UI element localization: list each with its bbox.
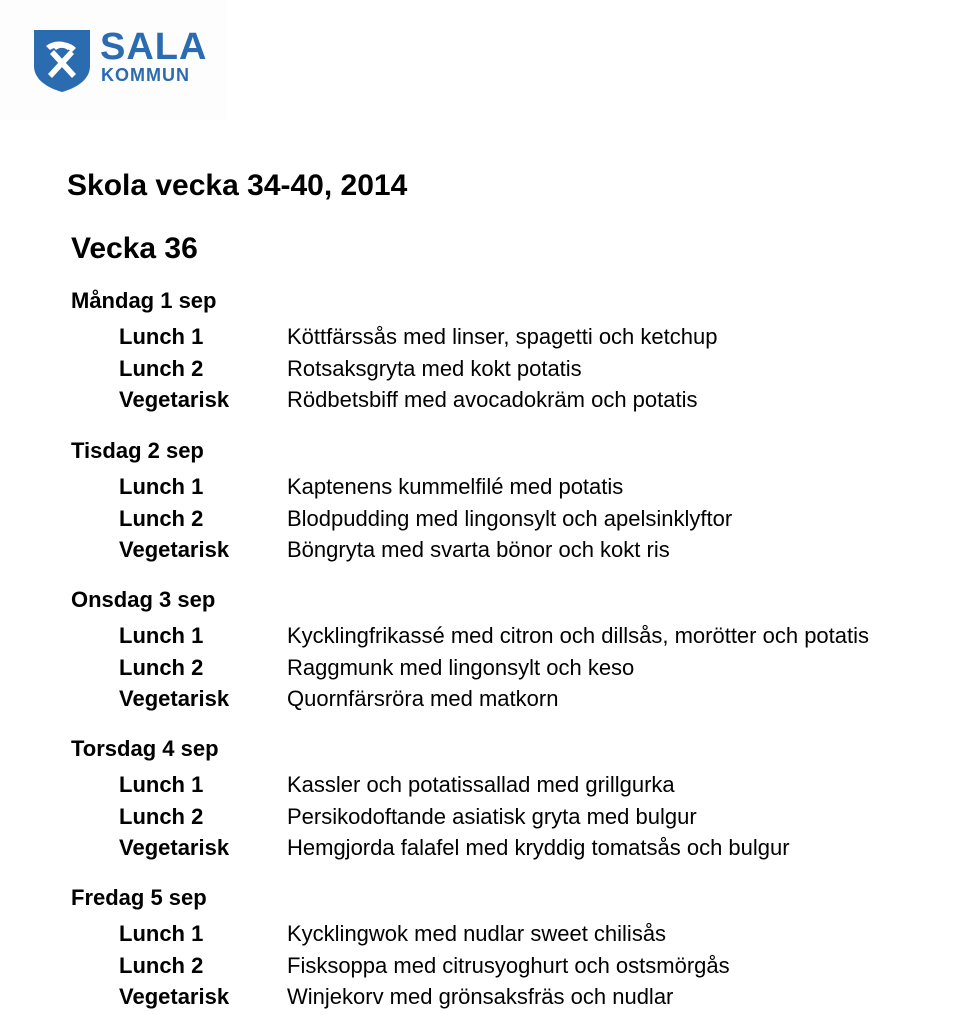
- week-title: Vecka 36: [71, 232, 198, 265]
- logo: [0, 0, 226, 120]
- day-section: [71, 735, 960, 866]
- meal-label: Vegetarisk: [119, 686, 230, 711]
- meal-label: Lunch 2: [119, 505, 204, 531]
- meal-dish: Winjekorv med grönsaksfräs och nudlar: [287, 984, 674, 1009]
- meal-row: [71, 771, 960, 803]
- meal-label: Lunch 1: [119, 921, 204, 946]
- meal-label: Lunch 1: [119, 772, 204, 797]
- meal-row: [71, 654, 960, 686]
- meal-row: [71, 834, 960, 866]
- meal-row: [71, 952, 960, 984]
- page-title: Skola vecka 34-40, 2014: [67, 169, 408, 202]
- meal-label: Vegetarisk: [119, 984, 230, 1009]
- meal-label: Lunch 2: [119, 654, 204, 680]
- meal-label: Lunch 1: [119, 623, 204, 648]
- meal-label: Vegetarisk: [119, 537, 230, 562]
- meal-dish: Blodpudding med lingonsylt och apelsinklyftor: [287, 505, 733, 531]
- meal-dish: Kycklingwok med nudlar sweet chilisås: [287, 921, 667, 946]
- meal-label: Lunch 1: [119, 324, 204, 349]
- day-title: Onsdag 3 sep: [71, 587, 216, 612]
- meal-dish: Rotsaksgryta med kokt potatis: [287, 355, 582, 381]
- meal-dish: Hemgjorda falafel med kryddig tomatsås och bulgur: [287, 835, 790, 860]
- meal-dish: Kassler och potatissallad med grillgurka: [287, 772, 675, 797]
- meal-dish: Persikodoftande asiatisk gryta med bulgur: [287, 803, 697, 829]
- day-title: Tisdag 2 sep: [71, 438, 204, 463]
- meal-label: Lunch 2: [119, 355, 204, 381]
- meal-dish: Raggmunk med lingonsylt och keso: [287, 654, 635, 680]
- meal-row: [71, 920, 960, 952]
- day-section: [71, 437, 960, 568]
- meal-row: [71, 622, 960, 654]
- meal-row: [71, 473, 960, 505]
- day-section: [71, 287, 960, 418]
- meal-label: Lunch 2: [119, 952, 204, 978]
- meal-dish: Rödbetsbiff med avocadokräm och potatis: [287, 387, 698, 412]
- meal-dish: Köttfärssås med linser, spagetti och ketchup: [287, 324, 718, 349]
- meal-label: Lunch 2: [119, 803, 204, 829]
- meal-row: [71, 685, 960, 717]
- meal-label: Vegetarisk: [119, 835, 230, 860]
- day-section: [71, 884, 960, 1015]
- sala-kommun-shield-icon: [30, 26, 94, 94]
- meal-dish: Quornfärsröra med matkorn: [287, 686, 559, 711]
- day-title: Torsdag 4 sep: [71, 736, 219, 761]
- meal-dish: Kaptenens kummelfilé med potatis: [287, 474, 624, 499]
- logo-sub: KOMMUN: [101, 65, 190, 85]
- day-section: [71, 586, 960, 717]
- meal-row: [71, 536, 960, 568]
- meal-row: [71, 505, 960, 537]
- meal-row: [71, 323, 960, 355]
- meal-row: [71, 386, 960, 418]
- meal-row: [71, 355, 960, 387]
- meal-row: [71, 803, 960, 835]
- logo-name: SALA: [100, 26, 208, 68]
- meal-row: [71, 983, 960, 1015]
- day-title: Fredag 5 sep: [71, 885, 207, 910]
- meal-label: Vegetarisk: [119, 387, 230, 412]
- meal-dish: Böngryta med svarta bönor och kokt ris: [287, 537, 670, 562]
- day-title: Måndag 1 sep: [71, 288, 217, 313]
- meal-label: Lunch 1: [119, 474, 204, 499]
- meal-dish: Fisksoppa med citrusyoghurt och ostsmörgås: [287, 952, 730, 978]
- meal-dish: Kycklingfrikassé med citron och dillsås, morötter och potatis: [287, 623, 870, 648]
